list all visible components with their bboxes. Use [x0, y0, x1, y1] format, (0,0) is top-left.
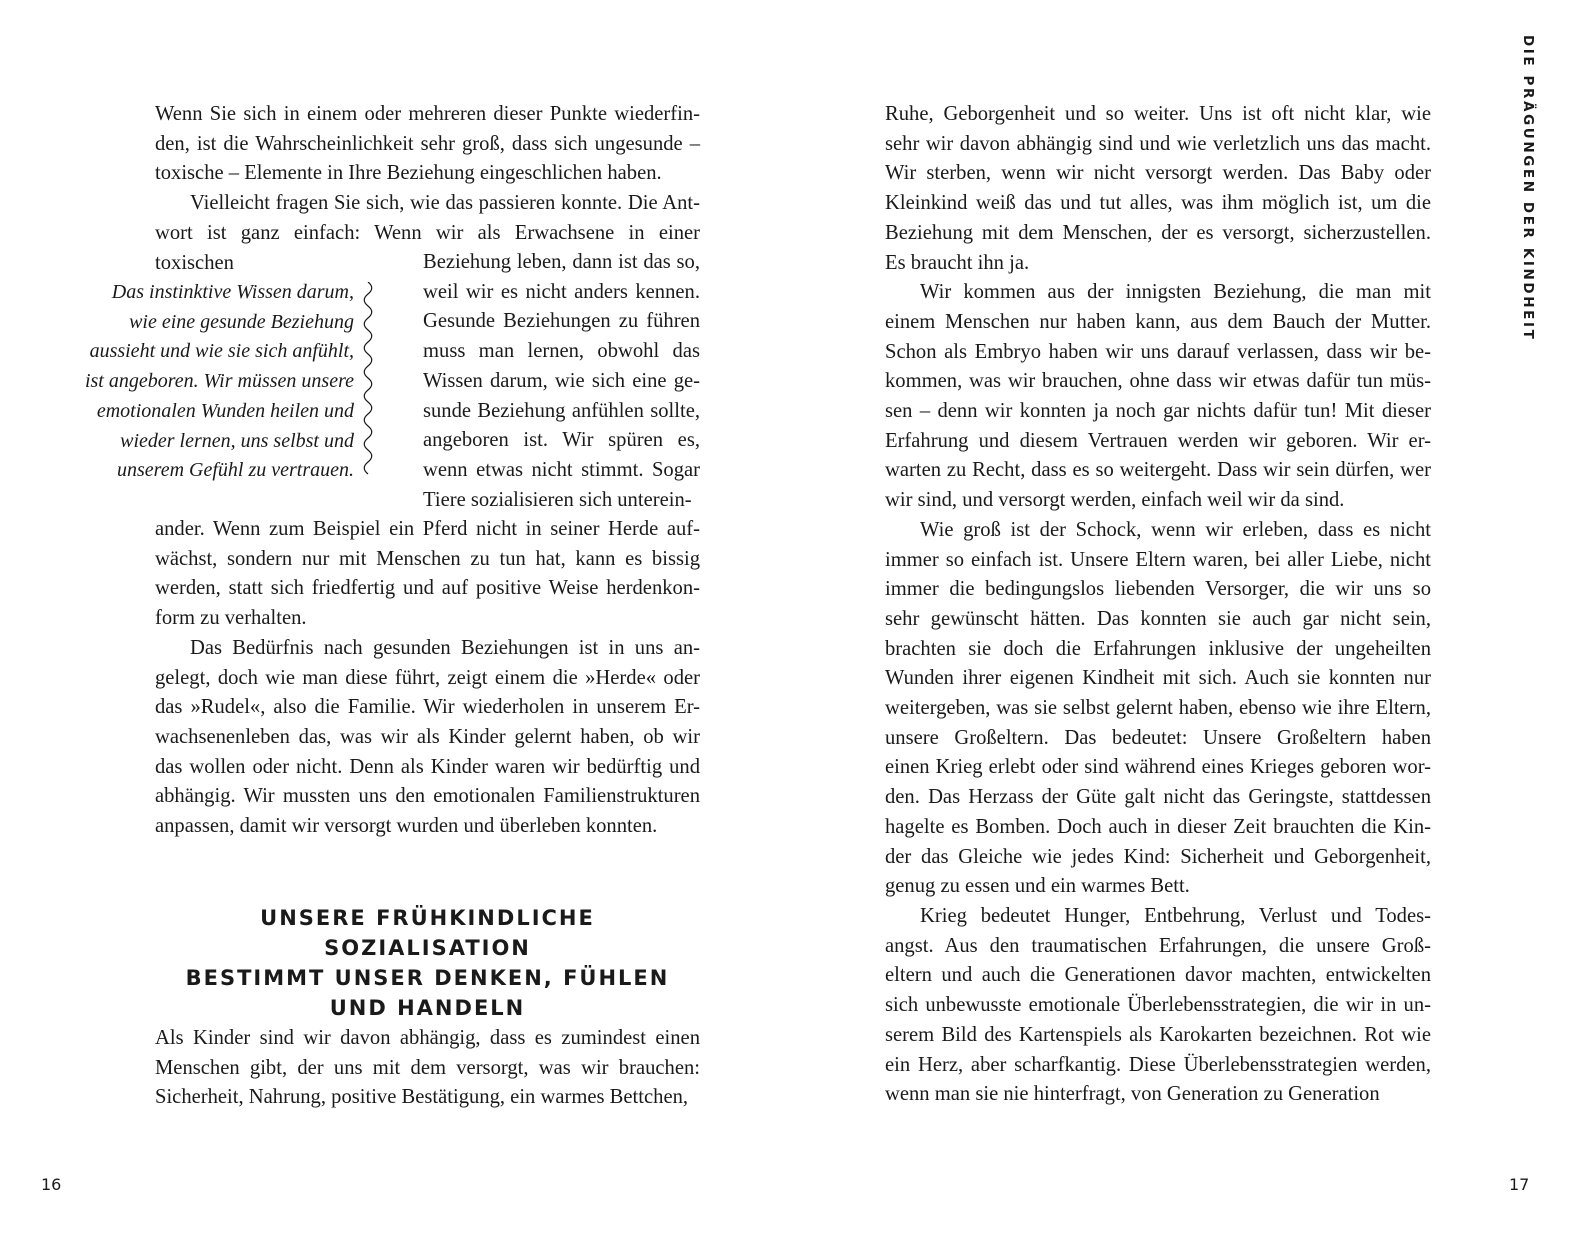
- text-line: den, ist die Wahrscheinlichkeit sehr groß, dass sich ungesunde –: [155, 132, 700, 155]
- text-line: Wissen darum, wie sich eine ge-: [423, 369, 700, 392]
- text-line: Gesunde Beziehungen zu führen: [423, 310, 700, 333]
- running-head-text: DIE PRÄGUNGEN DER KINDHEIT: [1520, 35, 1536, 342]
- text-line: muss man lernen, obwohl das: [423, 340, 700, 363]
- text-line: kommen, was wir brauchen, ohne dass wir etwas dafür tun müs-: [885, 370, 1431, 393]
- paragraph-2-narrow-column: [423, 248, 700, 515]
- paragraph-r3: [885, 516, 1431, 902]
- text-line: unserem Gefühl zu vertrauen.: [117, 459, 354, 482]
- text-line: sich unbewusste emotionale Überlebensstrategien, die wir in un-: [885, 994, 1431, 1017]
- text-line: Vielleicht fragen Sie sich, wie das passieren konnte. Die Ant-: [190, 192, 700, 215]
- text-line: der das Gleiche wie jedes Kind: Sicherheit und Geborgenheit,: [885, 845, 1431, 868]
- text-line: Wir sterben, wenn wir nicht versorgt werden. Das Baby oder: [885, 162, 1431, 185]
- text-line: weitergeben, was sie selbst gelernt haben, ebenso wie ihre Eltern,: [885, 697, 1431, 720]
- text-line: Menschen gibt, der uns mit dem versorgt, was wir brauchen:: [155, 1056, 700, 1079]
- text-line: wenn man sie nie hinterfragt, von Generation zu Generation: [885, 1083, 1380, 1106]
- text-line: weil wir es nicht anders kennen.: [423, 280, 700, 303]
- text-line: immer so einfach ist. Unsere Eltern waren, bei aller Liebe, nicht: [885, 548, 1431, 571]
- text-line: das »Rudel«, also die Familie. Wir wiederholen in unserem Er-: [155, 696, 700, 719]
- text-line: angst. Aus den traumatischen Erfahrungen, die unsere Groß-: [885, 934, 1431, 957]
- heading-line-2: BESTIMMT UNSER DENKEN, FÜHLEN: [185, 966, 670, 990]
- text-line: sehr gewünscht hätten. Das konnten sie auch gar nicht sein,: [885, 607, 1431, 630]
- text-line: sen – denn wir konnten ja noch gar nichts dafür tun! Mit dieser: [885, 400, 1431, 423]
- text-line: Krieg bedeutet Hunger, Entbehrung, Verlust und Todes-: [920, 904, 1431, 927]
- text-line: angeboren ist. Wir spüren es,: [423, 429, 700, 452]
- text-line: Als Kinder sind wir davon abhängig, dass es zumindest einen: [155, 1027, 700, 1049]
- paragraph-r2: [885, 278, 1431, 516]
- body-text-middle: [155, 515, 700, 842]
- text-line: Ruhe, Geborgenheit und so weiter. Uns ist oft nicht klar, wie: [885, 103, 1431, 125]
- text-line: toxische – Elemente in Ihre Beziehung eingeschlichen haben.: [155, 162, 662, 185]
- paragraph-3: [155, 634, 700, 842]
- text-line: anpassen, damit wir versorgt wurden und überleben konnten.: [155, 815, 658, 838]
- text-line: Das instinktive Wissen darum,: [111, 281, 354, 303]
- text-line: das wollen oder nicht. Denn als Kinder waren wir bedürftig und: [155, 755, 700, 778]
- text-line: Wenn Sie sich in einem oder mehreren dieser Punkte wiederfin-: [155, 103, 700, 125]
- text-line: wächst, sondern nur mit Menschen zu tun hat, kann es bissig: [155, 547, 700, 570]
- right-page: [797, 0, 1594, 1240]
- text-line: hagelte es Bomben. Doch auch in dieser Zeit brauchten die Kin-: [885, 815, 1431, 838]
- text-line: ander. Wenn zum Beispiel ein Pferd nicht in seiner Herde auf-: [155, 518, 700, 540]
- text-line: Beziehung leben, dann ist das so,: [423, 251, 700, 273]
- pull-quote: [80, 278, 354, 486]
- text-line: Das Bedürfnis nach gesunden Beziehungen ist in uns an-: [190, 636, 700, 659]
- text-line: sehr wir davon abhängig sind und wie verletzlich uns das macht.: [885, 132, 1431, 155]
- body-text-right: [885, 100, 1431, 1110]
- text-line: abhängig. Wir mussten uns den emotionalen Familienstrukturen: [155, 785, 700, 808]
- text-line: Es braucht ihn ja.: [885, 251, 1030, 274]
- text-line: form zu verhalten.: [155, 607, 307, 630]
- text-line: unsere Großeltern. Das bedeutet: Unsere Großeltern haben: [885, 726, 1431, 749]
- text-line: Schon als Embryo haben wir uns darauf verlassen, dass wir be-: [885, 340, 1431, 363]
- section-heading: [155, 903, 700, 1023]
- text-line: Wunden ihrer eigenen Kindheit mit sich. Auch sie konnten nur: [885, 667, 1431, 690]
- paragraph-r1: [885, 100, 1431, 278]
- text-line: Sicherheit, Nahrung, positive Bestätigung, ein warmes Bettchen,: [155, 1086, 689, 1109]
- text-line: emotionalen Wunden heilen und: [96, 399, 354, 422]
- text-line: wie eine gesunde Beziehung: [129, 310, 354, 333]
- text-line: wachsenenleben das, was wir als Kinder gelernt haben, ob wir: [155, 725, 700, 748]
- text-line: sunde Beziehung anfühlen sollte,: [423, 399, 700, 422]
- text-line: serem Bild des Kartenspiels als Karokarten bezeichnen. Rot wie: [885, 1023, 1431, 1046]
- text-line: ist angeboren. Wir müssen unsere: [84, 370, 354, 393]
- text-line: immer die bedingungslos liebenden Versorger, die wir uns so: [885, 578, 1431, 601]
- wavy-rule-icon: [362, 282, 374, 478]
- text-line: einen Krieg erlebt oder sind während eines Krieges geboren wor-: [885, 756, 1431, 779]
- text-line: Kleinkind weiß das und tut alles, was ihm möglich ist, um die: [885, 192, 1431, 215]
- text-line: gelegt, doch wie man diese führt, zeigt einem die »Herde« oder: [155, 666, 700, 689]
- paragraph-1: [155, 100, 700, 189]
- text-line: brachten sie doch die Erfahrungen inklusive der ungeheilten: [885, 637, 1431, 660]
- heading-line-3: UND HANDELN: [329, 996, 526, 1020]
- text-line: Wir kommen aus der innigsten Beziehung, die man mit: [920, 281, 1431, 304]
- heading-line-1: UNSERE FRÜHKINDLICHE SOZIALISATION: [260, 906, 595, 960]
- text-line: wort ist ganz einfach: Wenn wir als Erwachsene in einer toxischen: [155, 221, 700, 274]
- paragraph-4: [155, 1024, 700, 1113]
- text-line: Wie groß ist der Schock, wenn wir erleben, dass es nicht: [920, 518, 1431, 541]
- text-line: wenn etwas nicht stimmt. Sogar: [423, 458, 700, 481]
- text-line: wir sind, und versorgt werden, einfach weil wir da sind.: [885, 489, 1345, 512]
- text-line: Erfahrung und diesem Vertrauen werden wir geboren. Wir er-: [885, 429, 1431, 452]
- page-number-right: 17: [1509, 1175, 1530, 1194]
- text-line: Beziehung mit dem Menschen, der es versorgt, sicherzustellen.: [885, 221, 1431, 244]
- text-line: aussieht und wie sie sich anfühlt,: [89, 340, 354, 363]
- paragraph-2-end: [155, 515, 700, 634]
- text-line: wieder lernen, uns selbst und: [120, 429, 354, 452]
- text-line: genug zu essen und ein warmes Bett.: [885, 875, 1190, 898]
- paragraph-r4: [885, 902, 1431, 1110]
- text-line: eltern und auch die Generationen davor machten, entwickelten: [885, 964, 1431, 987]
- text-line: Tiere sozialisieren sich unterein-: [423, 488, 692, 511]
- running-head: [1520, 35, 1544, 342]
- text-line: werden, statt sich friedfertig und auf positive Weise herdenkon-: [155, 577, 700, 600]
- text-line: ein Herz, aber scharfkantig. Diese Überlebensstrategien werden,: [885, 1053, 1431, 1076]
- body-text-bottom: [155, 1024, 700, 1113]
- text-line: warten zu Recht, dass es so weitergeht. Dass wir sein dürfen, wer: [885, 459, 1431, 482]
- text-line: einem Menschen nur haben kann, aus dem Bauch der Mutter.: [885, 310, 1431, 333]
- text-line: den. Das Herzass der Güte galt nicht das Geringste, stattdessen: [885, 786, 1431, 809]
- page-number-left: 16: [41, 1175, 62, 1194]
